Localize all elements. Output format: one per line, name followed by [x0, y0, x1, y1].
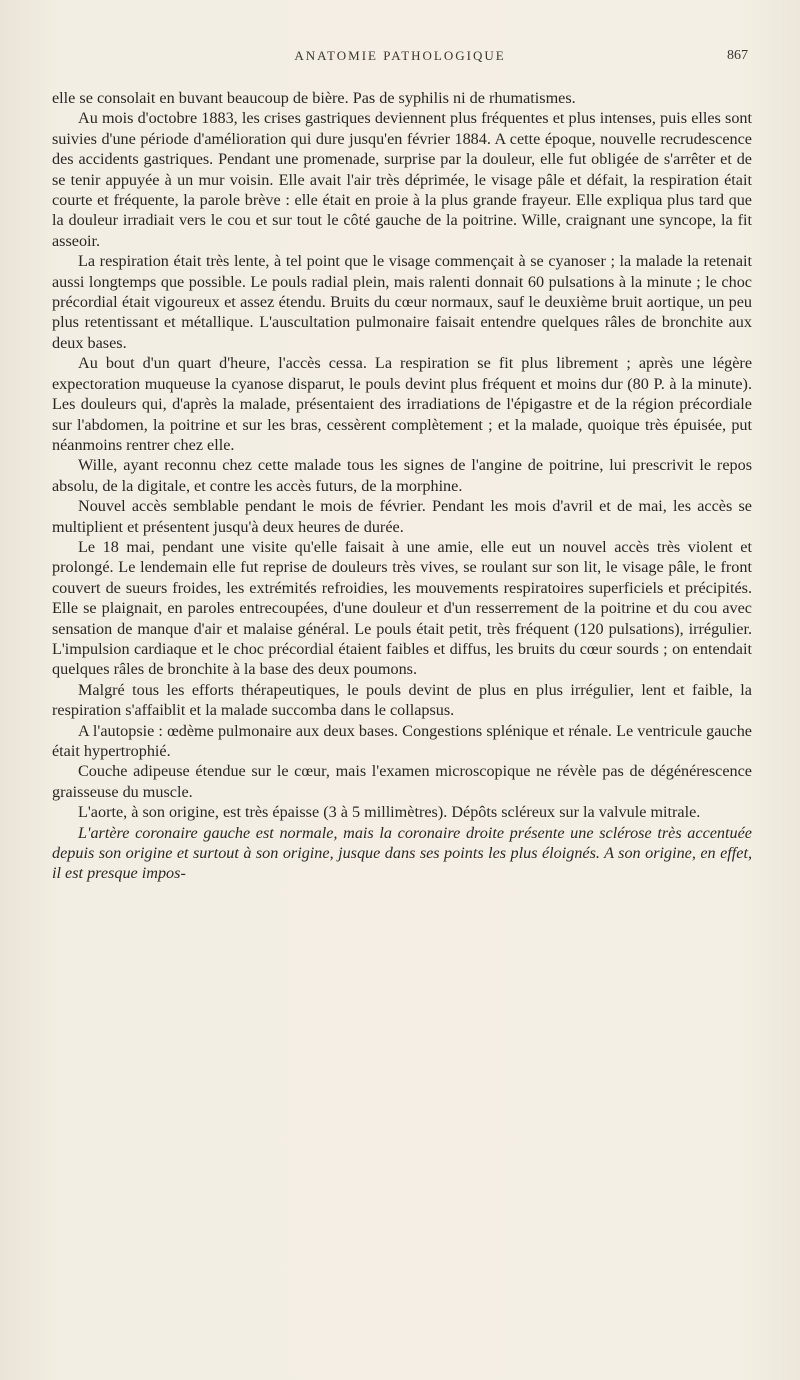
page-header: [0, 48, 800, 70]
page-number: 867: [727, 48, 748, 63]
running-title: ANATOMIE PATHOLOGIQUE: [294, 48, 506, 63]
paragraph: Au bout d'un quart d'heure, l'accès cessa. La respiration se fit plus librement ; après une légère expectoration muqueuse la cyanose disparut, le pouls devint plus fréquent et moins dur (80 P. à la minute). Les douleurs qui, d'après la malade, présentaient des irradiations de l'épigastre et de la région précordiale sur l'abdomen, la poitrine et sur les bras, cessèrent complètement ; et la malade, quoique très épuisée, put néanmoins rentrer chez elle.: [52, 354, 752, 454]
paragraph: elle se consolait en buvant beaucoup de bière. Pas de syphilis ni de rhumatismes.: [52, 89, 576, 107]
paragraph: L'aorte, à son origine, est très épaisse (3 à 5 millimètres). Dépôts scléreux sur la valvule mitrale.: [78, 803, 701, 822]
paragraph: Le 18 mai, pendant une visite qu'elle faisait à une amie, elle eut un nouvel accès très violent et prolongé. Le lendemain elle fut reprise de douleurs très vives, se roulant sur son lit, le visage pâle, le front couvert de sueurs froides, les extrémités refroidies, les mouvements respiratoires superficiels et précipités. Elle se plaignait, en paroles entrecoupées, d'une douleur et d'un resserrement de la poitrine et du cou avec sensation de manque d'air et malaise général. Le pouls était petit, très fréquent (120 pulsations), irrégulier. L'impulsion cardiaque et le choc précordial étaient faibles et diffus, les bruits du cœur sourds ; on entendait quelques râles de bronchite à la base des deux poumons.: [52, 537, 752, 679]
paragraph: L'artère coronaire gauche est normale, mais la coronaire droite présente une sclérose très accentuée depuis son origine et surtout à son origine, jusque dans ses points les plus éloignés. A son origine, en effet, il est presque impos-: [52, 823, 752, 883]
paragraph: Malgré tous les efforts thérapeutiques, le pouls devint de plus en plus irrégulier, lent et faible, la respiration s'affaiblit et la malade succomba dans le collapsus.: [52, 680, 752, 720]
paragraph: Nouvel accès semblable pendant le mois de février. Pendant les mois d'avril et de mai, les accès se multiplient et présentent jusqu'à deux heures de durée.: [52, 497, 752, 536]
body-text: [52, 88, 752, 884]
paragraph: Au mois d'octobre 1883, les crises gastriques deviennent plus fréquentes et plus intenses, puis elles sont suivies d'une période d'amélioration qui dure jusqu'en février 1884. A cette époque, nouvelle recrudescence des accidents gastriques. Pendant une promenade, surprise par la douleur, elle fut obligée de s'arrêter et de se tenir appuyée à un mur voisin. Elle avait l'air très déprimée, le visage pâle et défait, la respiration était courte et fréquente, la parole brève : elle était en proie à la plus grande frayeur. Elle expliqua plus tard que la douleur irradiait vers le cou et sur tout le côté gauche de la poitrine. Wille, craignant une syncope, la fit asseoir.: [52, 109, 752, 250]
paragraph: A l'autopsie : œdème pulmonaire aux deux bases. Congestions splénique et rénale. Le ventricule gauche était hypertrophié.: [52, 721, 752, 760]
paragraph: Couche adipeuse étendue sur le cœur, mais l'examen microscopique ne révèle pas de dégénérescence graisseuse du muscle.: [52, 762, 752, 801]
paragraph: La respiration était très lente, à tel point que le visage commençait à se cyanoser ; la malade la retenait aussi longtemps que possible. Le pouls radial plein, mais ralenti donnait 60 pulsations à la minute ; le choc précordial était vigoureux et assez étendu. Bruits du cœur normaux, sauf le deuxième bruit aortique, un peu plus retentissant et métallique. L'auscultation pulmonaire faisait entendre quelques râles de bronchite aux deux bases.: [52, 252, 752, 352]
paragraph: Wille, ayant reconnu chez cette malade tous les signes de l'angine de poitrine, lui prescrivit le repos absolu, de la digitale, et contre les accès futurs, de la morphine.: [52, 456, 752, 495]
